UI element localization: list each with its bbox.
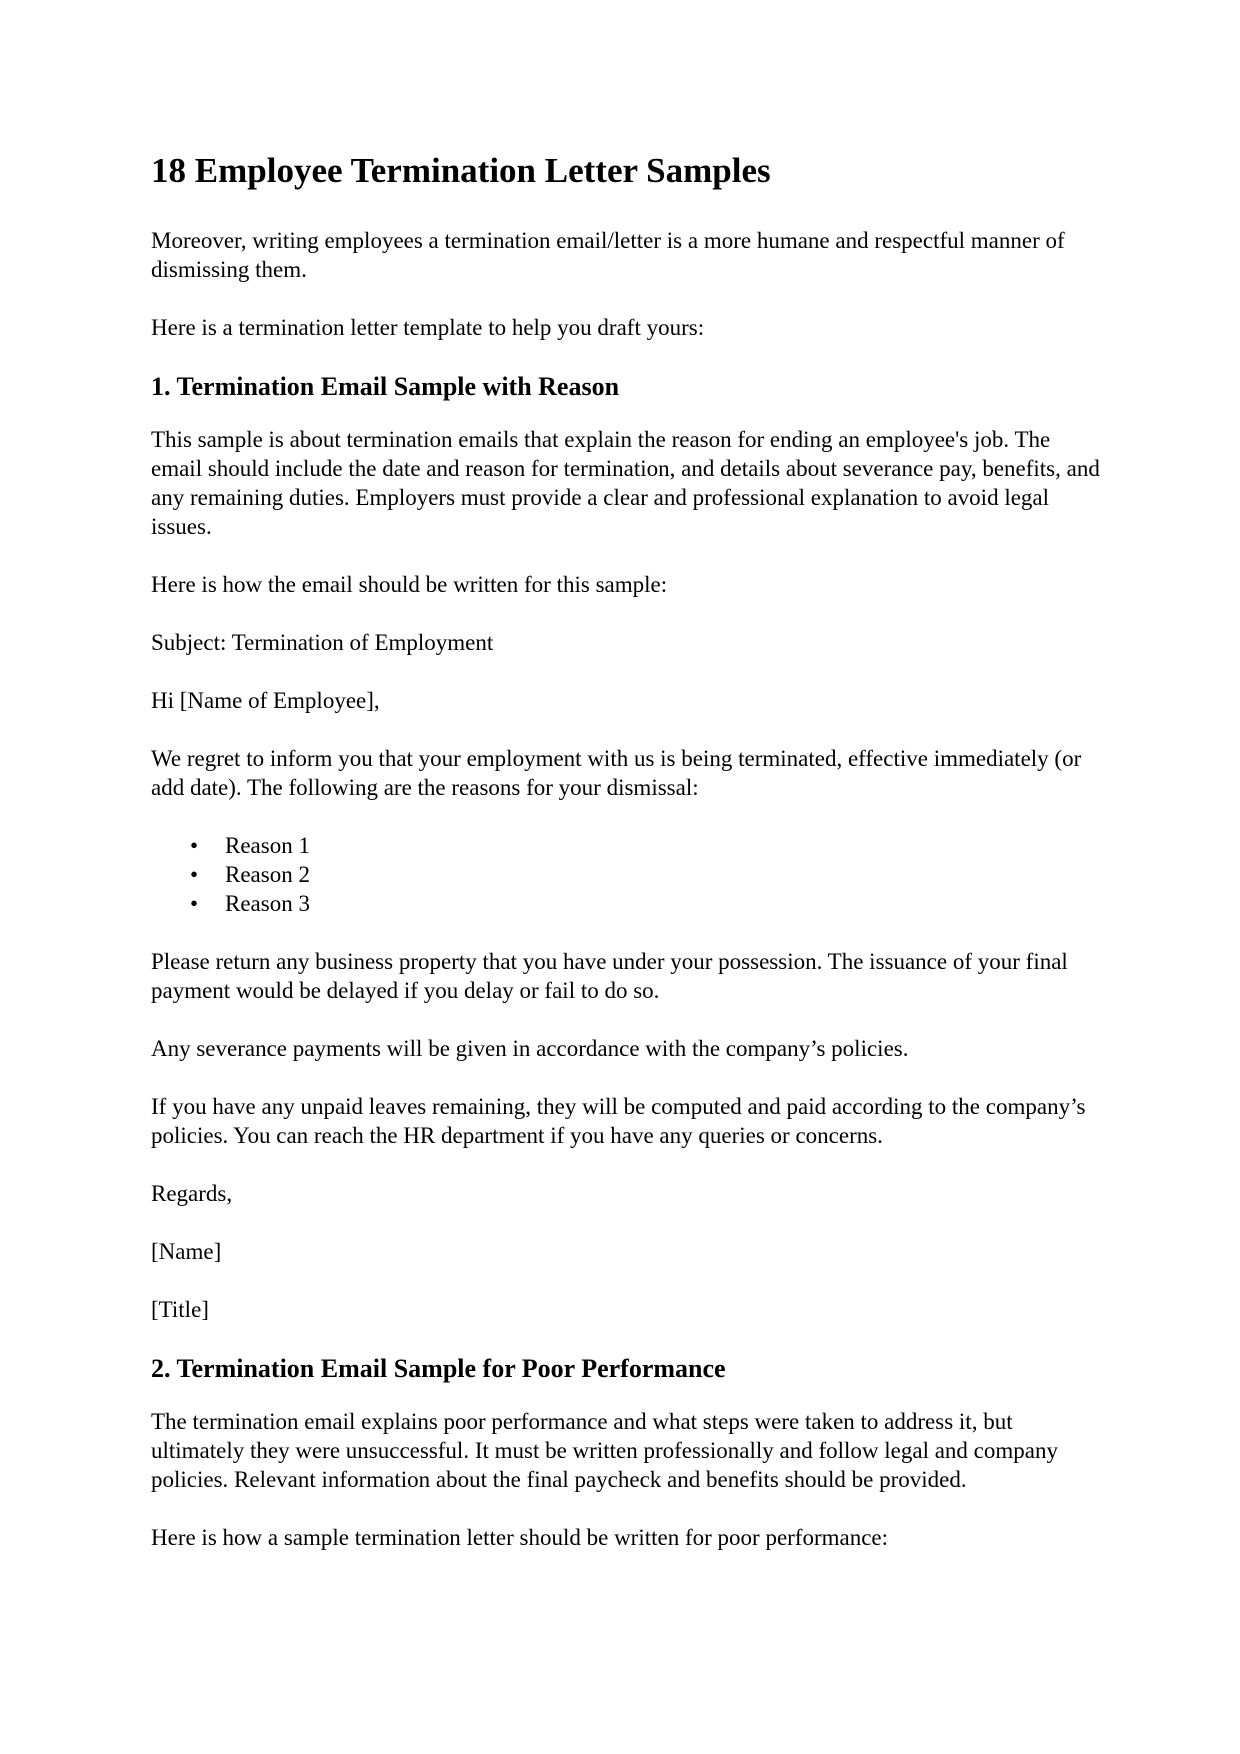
bullet-icon: • — [190, 833, 199, 859]
reason-text: Reason 3 — [225, 891, 310, 917]
section1-description: This sample is about termination emails that explain the reason for ending an employee's job. The email should include the date and reason for termination, and details about severance pay, benefits, and any remaining duties. Employers must provide a clear and professional explanation to avoid legal issues. — [151, 427, 1100, 540]
section2-lead-in: Here is how a sample termination letter should be written for poor performance: — [151, 1525, 889, 1551]
bullet-icon: • — [190, 891, 199, 917]
email-subject: Subject: Termination of Employment — [151, 630, 494, 656]
intro-paragraph: Moreover, writing employees a termination email/letter is a more humane and respectful manner of dismissing them. — [151, 228, 1065, 282]
email-greeting: Hi [Name of Employee], — [151, 688, 380, 714]
email-severance-paragraph: Any severance payments will be given in accordance with the company’s policies. — [151, 1036, 909, 1062]
reasons-list — [151, 831, 1101, 918]
email-signature-name: [Name] — [151, 1239, 222, 1265]
section2-heading: 2. Termination Email Sample for Poor Performance — [151, 1354, 726, 1384]
reason-text: Reason 1 — [225, 833, 310, 859]
list-item — [151, 889, 1101, 918]
email-property-paragraph: Please return any business property that you have under your possession. The issuance of your final payment would be delayed if you delay or fail to do so. — [151, 949, 1068, 1004]
section2-description: The termination email explains poor performance and what steps were taken to address it, but ultimately they were unsuccessful. It must be written professionally and follow legal and company policies. Relevant information about the final paycheck and benefits should be provided. — [151, 1409, 1058, 1493]
bullet-icon: • — [190, 862, 199, 888]
list-item — [151, 860, 1101, 889]
intro-template-paragraph: Here is a termination letter template to help you draft yours: — [151, 315, 705, 340]
document-title: 18 Employee Termination Letter Samples — [151, 151, 771, 190]
email-leaves-paragraph: If you have any unpaid leaves remaining, they will be computed and paid according to the company’s policies. You can reach the HR department if you have any queries or concerns. — [151, 1094, 1086, 1149]
email-opening: We regret to inform you that your employment with us is being terminated, effective immediately (or add date). The following are the reasons for your dismissal: — [151, 746, 1082, 801]
reason-text: Reason 2 — [225, 862, 310, 888]
email-closing: Regards, — [151, 1181, 233, 1207]
email-signature-title: [Title] — [151, 1297, 209, 1323]
section1-heading: 1. Termination Email Sample with Reason — [151, 372, 620, 401]
section1-lead-in: Here is how the email should be written for this sample: — [151, 572, 668, 598]
document-page — [151, 150, 1101, 1581]
list-item — [151, 831, 1101, 860]
